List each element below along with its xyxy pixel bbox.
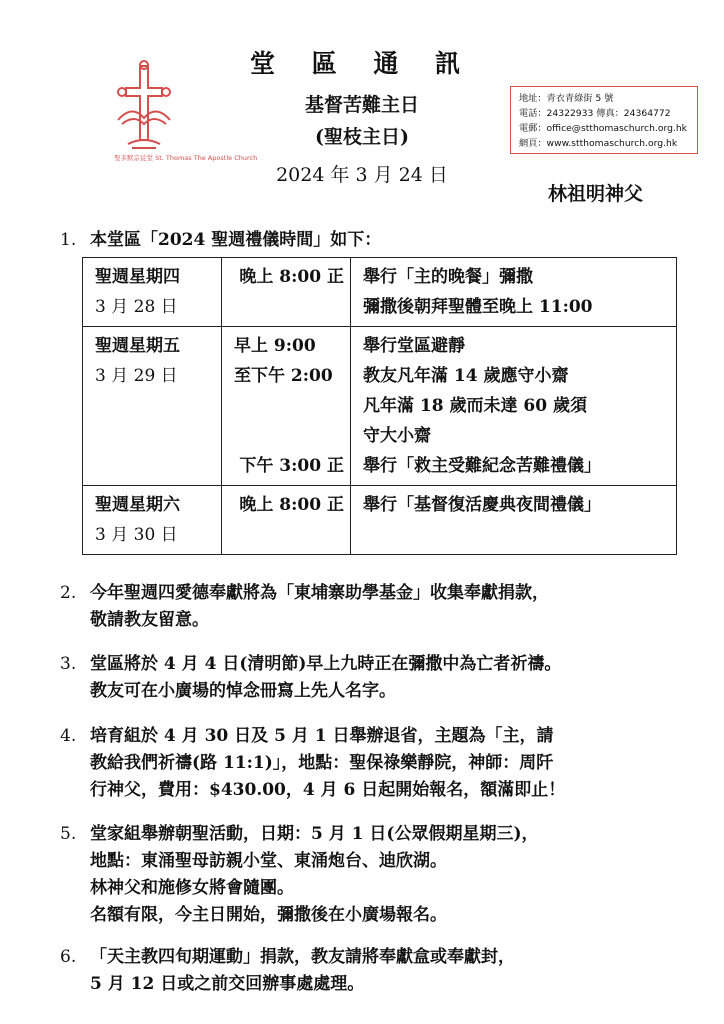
notice-item-5 — [60, 821, 700, 929]
notice-item-3 — [60, 651, 700, 705]
schedule-time-cell — [222, 486, 351, 555]
cross-logo-icon — [108, 60, 258, 172]
schedule-row-friday — [83, 327, 677, 486]
schedule-event: 彌撒後朝拜聖體至晚上 11:00 — [363, 297, 593, 317]
item-line: 教給我們祈禱(路 11:1)」，地點：聖保祿樂靜院，神師：周阡 — [90, 753, 554, 773]
item-line: 名額有限，今主日開始，彌撒後在小廣場報名。 — [90, 905, 447, 925]
schedule-time: 晚上 8:00 正 — [239, 267, 344, 287]
schedule-event: 舉行「主的晚餐」彌撒 — [363, 267, 533, 287]
item-line: 敬請教友留意。 — [90, 610, 209, 630]
contact-email[interactable]: 電郵：office@stthomaschurch.org.hk — [519, 123, 687, 134]
item-line: 堂區將於 4 月 4 日(清明節)早上九時正在彌撒中為亡者祈禱。 — [90, 654, 562, 674]
page-title: 堂 區 通 訊 — [249, 49, 475, 78]
notice-item-6 — [60, 944, 700, 998]
item-number: 5. — [60, 824, 77, 844]
subtitle-sunday: 基督苦難主日 — [304, 94, 419, 116]
item-line: 教友可在小廣場的悼念冊寫上先人名字。 — [90, 681, 396, 701]
item-line: 今年聖週四愛德奉獻將為「東埔寨助學基金」收集奉獻捐款， — [90, 583, 549, 603]
schedule-time: 至下午 2:00 — [234, 366, 333, 386]
schedule-day-cell — [83, 486, 222, 555]
item-line: 5 月 12 日或之前交回辦事處處理。 — [90, 974, 365, 994]
contact-box — [510, 86, 698, 154]
subtitle-palm-sunday: (聖枝主日) — [315, 126, 409, 148]
item-line: 本堂區「2024 聖週禮儀時間」如下： — [90, 230, 382, 250]
schedule-time: 早上 9:00 — [234, 336, 316, 356]
item-line: 「天主教四旬期運動」捐款，教友請將奉獻盒或奉獻封， — [90, 947, 515, 967]
schedule-event: 舉行堂區避靜 — [363, 336, 465, 356]
schedule-day: 聖週星期五 — [95, 336, 180, 356]
schedule-date: 3 月 29 日 — [95, 366, 178, 386]
schedule-event: 守大小齋 — [363, 426, 431, 446]
schedule-event: 凡年滿 18 歲而未達 60 歲須 — [363, 396, 587, 416]
item-number: 4. — [60, 726, 77, 746]
contact-website[interactable]: 網頁：www.stthomaschurch.org.hk — [519, 138, 678, 149]
contact-address: 地址：青衣青綠街 5 號 — [519, 93, 614, 104]
schedule-day: 聖週星期六 — [95, 495, 180, 515]
schedule-event: 舉行「基督復活慶典夜間禮儀」 — [363, 495, 601, 515]
schedule-day-cell — [83, 258, 222, 327]
contact-phone-fax: 電話：24322933 傳真：24364772 — [519, 108, 671, 119]
schedule-date: 3 月 30 日 — [95, 525, 178, 545]
notice-item-2 — [60, 580, 700, 634]
schedule-day-cell — [83, 327, 222, 486]
schedule-event: 舉行「救主受難紀念苦難禮儀」 — [363, 456, 601, 476]
item-line: 堂家組舉辦朝聖活動，日期：5 月 1 日(公眾假期星期三)， — [90, 824, 539, 844]
item-number: 6. — [60, 947, 77, 967]
schedule-time-cell — [222, 258, 351, 327]
schedule-date: 3 月 28 日 — [95, 297, 178, 317]
logo-text: 聖多默宗徒堂 St. Thomas The Apostle Church — [114, 154, 258, 162]
schedule-day: 聖週星期四 — [95, 267, 180, 287]
schedule-row-saturday — [83, 486, 677, 555]
item-number: 1. — [60, 230, 77, 250]
item-number: 3. — [60, 654, 77, 674]
holy-week-schedule-table — [82, 257, 677, 555]
item-line: 地點：東涌聖母訪親小堂、東涌炮台、迪欣湖。 — [90, 851, 447, 871]
schedule-time: 下午 3:00 正 — [239, 456, 344, 476]
schedule-event-cell — [351, 486, 677, 555]
notice-item-1 — [60, 227, 700, 254]
schedule-event-cell — [351, 258, 677, 327]
schedule-event: 教友凡年滿 14 歲應守小齋 — [363, 366, 569, 386]
schedule-row-thursday — [83, 258, 677, 327]
item-number: 2. — [60, 583, 77, 603]
item-line: 行神父，費用：$430.00，4 月 6 日起開始報名，額滿即止！ — [90, 780, 566, 800]
church-logo — [108, 60, 258, 172]
schedule-event-cell — [351, 327, 677, 486]
item-line: 林神父和施修女將會隨團。 — [90, 878, 294, 898]
notice-item-4 — [60, 723, 700, 804]
issue-date: 2024 年 3 月 24 日 — [276, 164, 448, 186]
priest-name: 林祖明神父 — [548, 183, 644, 205]
schedule-time-cell — [222, 327, 351, 486]
item-line: 培育組於 4 月 30 日及 5 月 1 日舉辦退省，主題為「主，請 — [90, 726, 554, 746]
schedule-time: 晚上 8:00 正 — [239, 495, 344, 515]
